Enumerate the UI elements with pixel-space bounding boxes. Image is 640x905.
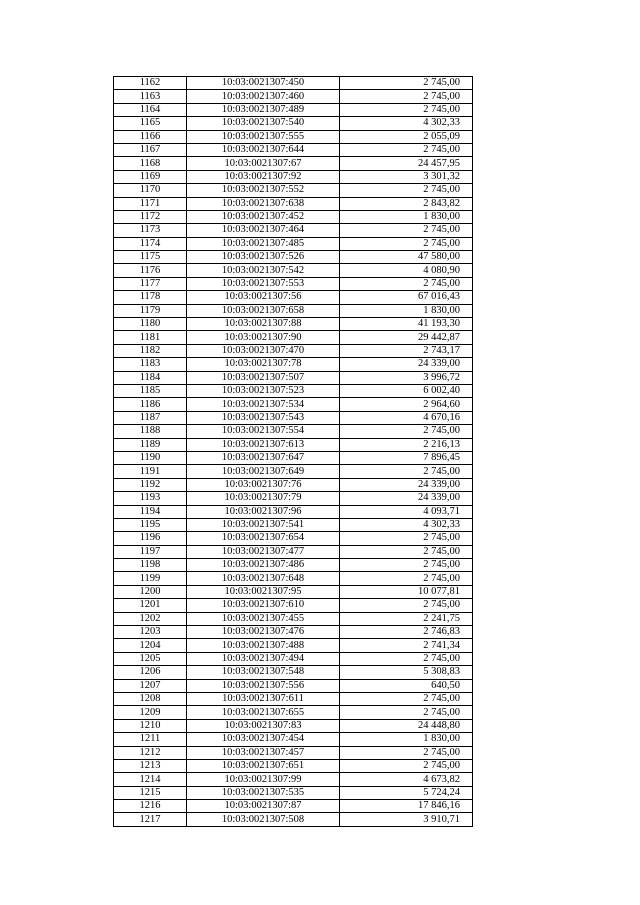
amount-cell: 2 745,00 bbox=[340, 706, 473, 719]
cadastral-number-cell: 10:03:0021307:647 bbox=[187, 451, 340, 464]
cadastral-number-cell: 10:03:0021307:96 bbox=[187, 505, 340, 518]
cadastral-number-cell: 10:03:0021307:610 bbox=[187, 599, 340, 612]
cadastral-number-cell: 10:03:0021307:489 bbox=[187, 103, 340, 116]
row-number-cell: 1187 bbox=[114, 411, 187, 424]
row-number-cell: 1170 bbox=[114, 184, 187, 197]
cadastral-number-cell: 10:03:0021307:611 bbox=[187, 692, 340, 705]
amount-cell: 2 745,00 bbox=[340, 559, 473, 572]
row-number-cell: 1174 bbox=[114, 237, 187, 250]
amount-cell: 2 216,13 bbox=[340, 438, 473, 451]
table-row bbox=[114, 143, 473, 156]
table-row bbox=[114, 277, 473, 290]
amount-cell: 2 745,00 bbox=[340, 425, 473, 438]
cadastral-number-cell: 10:03:0021307:450 bbox=[187, 77, 340, 90]
cadastral-number-cell: 10:03:0021307:95 bbox=[187, 585, 340, 598]
row-number-cell: 1168 bbox=[114, 157, 187, 170]
row-number-cell: 1164 bbox=[114, 103, 187, 116]
amount-cell: 3 301,32 bbox=[340, 170, 473, 183]
amount-cell: 24 339,00 bbox=[340, 492, 473, 505]
cadastral-number-cell: 10:03:0021307:79 bbox=[187, 492, 340, 505]
table-body bbox=[114, 77, 473, 827]
row-number-cell: 1197 bbox=[114, 545, 187, 558]
amount-cell: 2 745,00 bbox=[340, 532, 473, 545]
row-number-cell: 1185 bbox=[114, 384, 187, 397]
amount-cell: 41 193,30 bbox=[340, 318, 473, 331]
row-number-cell: 1167 bbox=[114, 143, 187, 156]
row-number-cell: 1178 bbox=[114, 291, 187, 304]
cadastral-number-cell: 10:03:0021307:99 bbox=[187, 773, 340, 786]
cadastral-number-cell: 10:03:0021307:555 bbox=[187, 130, 340, 143]
cadastral-number-cell: 10:03:0021307:638 bbox=[187, 197, 340, 210]
row-number-cell: 1173 bbox=[114, 224, 187, 237]
cadastral-number-cell: 10:03:0021307:488 bbox=[187, 639, 340, 652]
amount-cell: 6 002,40 bbox=[340, 384, 473, 397]
table-row bbox=[114, 465, 473, 478]
row-number-cell: 1175 bbox=[114, 251, 187, 264]
cadastral-number-cell: 10:03:0021307:485 bbox=[187, 237, 340, 250]
table-row bbox=[114, 759, 473, 772]
row-number-cell: 1180 bbox=[114, 318, 187, 331]
row-number-cell: 1199 bbox=[114, 572, 187, 585]
row-number-cell: 1177 bbox=[114, 277, 187, 290]
table-row bbox=[114, 237, 473, 250]
amount-cell: 1 830,00 bbox=[340, 733, 473, 746]
row-number-cell: 1198 bbox=[114, 559, 187, 572]
cadastral-number-cell: 10:03:0021307:92 bbox=[187, 170, 340, 183]
amount-cell: 3 996,72 bbox=[340, 371, 473, 384]
amount-cell: 2 745,00 bbox=[340, 90, 473, 103]
amount-cell: 640,50 bbox=[340, 679, 473, 692]
cadastral-number-cell: 10:03:0021307:56 bbox=[187, 291, 340, 304]
cadastral-number-cell: 10:03:0021307:454 bbox=[187, 733, 340, 746]
cadastral-number-cell: 10:03:0021307:554 bbox=[187, 425, 340, 438]
table-row bbox=[114, 612, 473, 625]
row-number-cell: 1194 bbox=[114, 505, 187, 518]
cadastral-number-cell: 10:03:0021307:67 bbox=[187, 157, 340, 170]
row-number-cell: 1171 bbox=[114, 197, 187, 210]
row-number-cell: 1182 bbox=[114, 344, 187, 357]
row-number-cell: 1214 bbox=[114, 773, 187, 786]
cadastral-number-cell: 10:03:0021307:613 bbox=[187, 438, 340, 451]
row-number-cell: 1186 bbox=[114, 398, 187, 411]
row-number-cell: 1183 bbox=[114, 358, 187, 371]
amount-cell: 5 308,83 bbox=[340, 666, 473, 679]
table-row bbox=[114, 679, 473, 692]
row-number-cell: 1176 bbox=[114, 264, 187, 277]
row-number-cell: 1209 bbox=[114, 706, 187, 719]
cadastral-number-cell: 10:03:0021307:556 bbox=[187, 679, 340, 692]
row-number-cell: 1204 bbox=[114, 639, 187, 652]
amount-cell: 2 745,00 bbox=[340, 277, 473, 290]
table-row bbox=[114, 626, 473, 639]
amount-cell: 2 743,17 bbox=[340, 344, 473, 357]
row-number-cell: 1166 bbox=[114, 130, 187, 143]
table-row bbox=[114, 585, 473, 598]
table-row bbox=[114, 652, 473, 665]
amount-cell: 24 339,00 bbox=[340, 358, 473, 371]
row-number-cell: 1189 bbox=[114, 438, 187, 451]
table-row bbox=[114, 77, 473, 90]
table-row bbox=[114, 90, 473, 103]
row-number-cell: 1207 bbox=[114, 679, 187, 692]
data-table bbox=[113, 76, 473, 827]
amount-cell: 2 055,09 bbox=[340, 130, 473, 143]
amount-cell: 2 746,83 bbox=[340, 626, 473, 639]
amount-cell: 4 302,33 bbox=[340, 117, 473, 130]
amount-cell: 2 745,00 bbox=[340, 465, 473, 478]
table-row bbox=[114, 210, 473, 223]
table-row bbox=[114, 532, 473, 545]
amount-cell: 4 673,82 bbox=[340, 773, 473, 786]
amount-cell: 4 302,33 bbox=[340, 518, 473, 531]
table-row bbox=[114, 170, 473, 183]
table-row bbox=[114, 492, 473, 505]
row-number-cell: 1190 bbox=[114, 451, 187, 464]
cadastral-number-cell: 10:03:0021307:648 bbox=[187, 572, 340, 585]
amount-cell: 10 077,81 bbox=[340, 585, 473, 598]
cadastral-number-cell: 10:03:0021307:486 bbox=[187, 559, 340, 572]
table-row bbox=[114, 746, 473, 759]
table-row bbox=[114, 103, 473, 116]
row-number-cell: 1202 bbox=[114, 612, 187, 625]
cadastral-number-cell: 10:03:0021307:452 bbox=[187, 210, 340, 223]
amount-cell: 4 670,16 bbox=[340, 411, 473, 424]
cadastral-number-cell: 10:03:0021307:470 bbox=[187, 344, 340, 357]
table-row bbox=[114, 251, 473, 264]
cadastral-number-cell: 10:03:0021307:548 bbox=[187, 666, 340, 679]
cadastral-number-cell: 10:03:0021307:654 bbox=[187, 532, 340, 545]
amount-cell: 2 745,00 bbox=[340, 652, 473, 665]
amount-cell: 2 745,00 bbox=[340, 224, 473, 237]
cadastral-number-cell: 10:03:0021307:508 bbox=[187, 813, 340, 826]
row-number-cell: 1191 bbox=[114, 465, 187, 478]
amount-cell: 4 080,90 bbox=[340, 264, 473, 277]
table-row bbox=[114, 291, 473, 304]
row-number-cell: 1201 bbox=[114, 599, 187, 612]
row-number-cell: 1213 bbox=[114, 759, 187, 772]
table-row bbox=[114, 157, 473, 170]
amount-cell: 47 580,00 bbox=[340, 251, 473, 264]
cadastral-number-cell: 10:03:0021307:477 bbox=[187, 545, 340, 558]
cadastral-number-cell: 10:03:0021307:534 bbox=[187, 398, 340, 411]
amount-cell: 2 964,60 bbox=[340, 398, 473, 411]
cadastral-number-cell: 10:03:0021307:507 bbox=[187, 371, 340, 384]
amount-cell: 4 093,71 bbox=[340, 505, 473, 518]
cadastral-number-cell: 10:03:0021307:460 bbox=[187, 90, 340, 103]
row-number-cell: 1165 bbox=[114, 117, 187, 130]
cadastral-number-cell: 10:03:0021307:542 bbox=[187, 264, 340, 277]
cadastral-number-cell: 10:03:0021307:88 bbox=[187, 318, 340, 331]
cadastral-number-cell: 10:03:0021307:523 bbox=[187, 384, 340, 397]
table-row bbox=[114, 438, 473, 451]
amount-cell: 2 745,00 bbox=[340, 599, 473, 612]
amount-cell: 29 442,87 bbox=[340, 331, 473, 344]
amount-cell: 67 016,43 bbox=[340, 291, 473, 304]
table-row bbox=[114, 197, 473, 210]
table-row bbox=[114, 599, 473, 612]
amount-cell: 24 448,80 bbox=[340, 719, 473, 732]
amount-cell: 2 741,34 bbox=[340, 639, 473, 652]
cadastral-number-cell: 10:03:0021307:543 bbox=[187, 411, 340, 424]
row-number-cell: 1192 bbox=[114, 478, 187, 491]
cadastral-number-cell: 10:03:0021307:464 bbox=[187, 224, 340, 237]
cadastral-number-cell: 10:03:0021307:651 bbox=[187, 759, 340, 772]
amount-cell: 2 745,00 bbox=[340, 692, 473, 705]
row-number-cell: 1169 bbox=[114, 170, 187, 183]
amount-cell: 2 745,00 bbox=[340, 77, 473, 90]
amount-cell: 1 830,00 bbox=[340, 304, 473, 317]
row-number-cell: 1196 bbox=[114, 532, 187, 545]
table-row bbox=[114, 719, 473, 732]
cadastral-number-cell: 10:03:0021307:552 bbox=[187, 184, 340, 197]
table-row bbox=[114, 639, 473, 652]
cadastral-number-cell: 10:03:0021307:649 bbox=[187, 465, 340, 478]
table-row bbox=[114, 733, 473, 746]
table-row bbox=[114, 411, 473, 424]
cadastral-number-cell: 10:03:0021307:457 bbox=[187, 746, 340, 759]
table-row bbox=[114, 264, 473, 277]
amount-cell: 2 745,00 bbox=[340, 143, 473, 156]
table-row bbox=[114, 130, 473, 143]
table-row bbox=[114, 706, 473, 719]
amount-cell: 2 745,00 bbox=[340, 184, 473, 197]
cadastral-number-cell: 10:03:0021307:90 bbox=[187, 331, 340, 344]
row-number-cell: 1210 bbox=[114, 719, 187, 732]
table-row bbox=[114, 559, 473, 572]
table-row bbox=[114, 358, 473, 371]
table-row bbox=[114, 184, 473, 197]
row-number-cell: 1216 bbox=[114, 800, 187, 813]
cadastral-number-cell: 10:03:0021307:83 bbox=[187, 719, 340, 732]
amount-cell: 7 896,45 bbox=[340, 451, 473, 464]
table-row bbox=[114, 545, 473, 558]
cadastral-number-cell: 10:03:0021307:553 bbox=[187, 277, 340, 290]
amount-cell: 17 846,16 bbox=[340, 800, 473, 813]
row-number-cell: 1212 bbox=[114, 746, 187, 759]
table-row bbox=[114, 318, 473, 331]
row-number-cell: 1172 bbox=[114, 210, 187, 223]
table-row bbox=[114, 518, 473, 531]
table-row bbox=[114, 384, 473, 397]
amount-cell: 24 339,00 bbox=[340, 478, 473, 491]
cadastral-number-cell: 10:03:0021307:540 bbox=[187, 117, 340, 130]
table-row bbox=[114, 666, 473, 679]
table-row bbox=[114, 344, 473, 357]
row-number-cell: 1200 bbox=[114, 585, 187, 598]
cadastral-number-cell: 10:03:0021307:541 bbox=[187, 518, 340, 531]
amount-cell: 2 241,75 bbox=[340, 612, 473, 625]
table-row bbox=[114, 800, 473, 813]
table-row bbox=[114, 304, 473, 317]
row-number-cell: 1184 bbox=[114, 371, 187, 384]
amount-cell: 24 457,95 bbox=[340, 157, 473, 170]
cadastral-number-cell: 10:03:0021307:455 bbox=[187, 612, 340, 625]
table-row bbox=[114, 572, 473, 585]
table-row bbox=[114, 331, 473, 344]
row-number-cell: 1215 bbox=[114, 786, 187, 799]
amount-cell: 3 910,71 bbox=[340, 813, 473, 826]
amount-cell: 2 843,82 bbox=[340, 197, 473, 210]
row-number-cell: 1195 bbox=[114, 518, 187, 531]
row-number-cell: 1162 bbox=[114, 77, 187, 90]
row-number-cell: 1203 bbox=[114, 626, 187, 639]
amount-cell: 2 745,00 bbox=[340, 103, 473, 116]
row-number-cell: 1211 bbox=[114, 733, 187, 746]
amount-cell: 2 745,00 bbox=[340, 545, 473, 558]
cadastral-number-cell: 10:03:0021307:655 bbox=[187, 706, 340, 719]
amount-cell: 2 745,00 bbox=[340, 237, 473, 250]
row-number-cell: 1206 bbox=[114, 666, 187, 679]
table-row bbox=[114, 692, 473, 705]
cadastral-number-cell: 10:03:0021307:644 bbox=[187, 143, 340, 156]
cadastral-number-cell: 10:03:0021307:658 bbox=[187, 304, 340, 317]
table-row bbox=[114, 425, 473, 438]
cadastral-number-cell: 10:03:0021307:76 bbox=[187, 478, 340, 491]
table-row bbox=[114, 451, 473, 464]
amount-cell: 2 745,00 bbox=[340, 759, 473, 772]
row-number-cell: 1188 bbox=[114, 425, 187, 438]
cadastral-number-cell: 10:03:0021307:535 bbox=[187, 786, 340, 799]
table-row bbox=[114, 813, 473, 826]
table-row bbox=[114, 224, 473, 237]
amount-cell: 2 745,00 bbox=[340, 572, 473, 585]
row-number-cell: 1179 bbox=[114, 304, 187, 317]
table-row bbox=[114, 371, 473, 384]
table-row bbox=[114, 478, 473, 491]
cadastral-number-cell: 10:03:0021307:78 bbox=[187, 358, 340, 371]
cadastral-number-cell: 10:03:0021307:526 bbox=[187, 251, 340, 264]
cadastral-number-cell: 10:03:0021307:87 bbox=[187, 800, 340, 813]
row-number-cell: 1181 bbox=[114, 331, 187, 344]
cadastral-number-cell: 10:03:0021307:476 bbox=[187, 626, 340, 639]
table-row bbox=[114, 398, 473, 411]
amount-cell: 1 830,00 bbox=[340, 210, 473, 223]
table-row bbox=[114, 786, 473, 799]
cadastral-number-cell: 10:03:0021307:494 bbox=[187, 652, 340, 665]
amount-cell: 2 745,00 bbox=[340, 746, 473, 759]
amount-cell: 5 724,24 bbox=[340, 786, 473, 799]
table-row bbox=[114, 773, 473, 786]
row-number-cell: 1205 bbox=[114, 652, 187, 665]
row-number-cell: 1208 bbox=[114, 692, 187, 705]
table-row bbox=[114, 505, 473, 518]
row-number-cell: 1193 bbox=[114, 492, 187, 505]
row-number-cell: 1163 bbox=[114, 90, 187, 103]
table-row bbox=[114, 117, 473, 130]
row-number-cell: 1217 bbox=[114, 813, 187, 826]
